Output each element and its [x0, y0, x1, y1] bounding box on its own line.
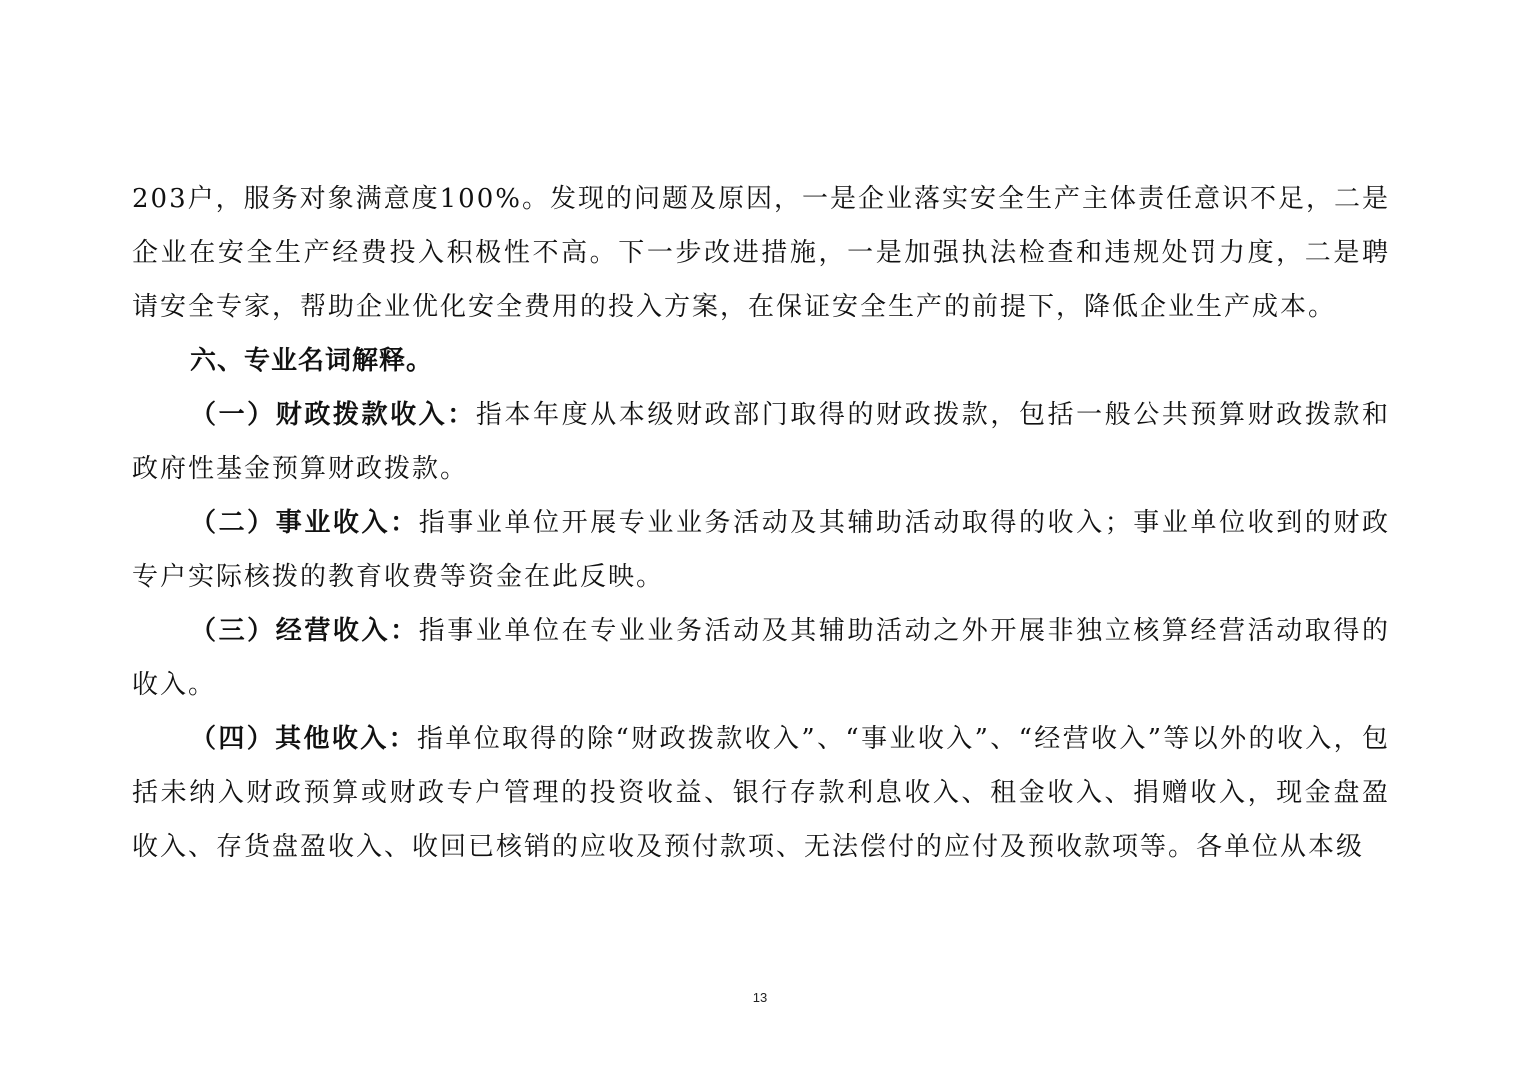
definition-paragraph-3 [132, 604, 1390, 712]
definition-text-3: 指事业单位在专业业务活动及其辅助活动之外开展非独立核算经营活动取得的收入。 [132, 616, 1390, 700]
definition-term-4: （四）其他收入： [190, 724, 417, 754]
document-body [132, 172, 1390, 874]
definition-term-1: （一）财政拨款收入： [190, 400, 476, 430]
definition-text-4: 指单位取得的除“财政拨款收入”、“事业收入”、“经营收入”等以外的收入，包括未纳入财政预算或财政专户管理的投资收益、银行存款利息收入、租金收入、捐赠收入，现金盘盈收入、存货盘盈收入、收回已核销的应收及预付款项、无法偿付的应付及预收款项等。各单位从本级 [132, 724, 1390, 862]
definition-term-2: （二）事业收入： [190, 508, 419, 538]
definition-text-2: 指事业单位开展专业业务活动及其辅助活动取得的收入；事业单位收到的财政专户实际核拨的教育收费等资金在此反映。 [132, 508, 1390, 592]
definition-text-1: 指本年度从本级财政部门取得的财政拨款，包括一般公共预算财政拨款和政府性基金预算财政拨款。 [132, 400, 1390, 484]
definition-paragraph-2 [132, 496, 1390, 604]
page-number: 13 [752, 990, 768, 1005]
section-heading: 六、专业名词解释。 [190, 346, 434, 376]
definition-term-3: （三）经营收入： [190, 616, 419, 646]
definition-paragraph-1 [132, 388, 1390, 496]
definition-paragraph-4 [132, 712, 1390, 874]
continuation-paragraph: 203户，服务对象满意度100%。发现的问题及原因，一是企业落实安全生产主体责任意识不足，二是企业在安全生产经费投入积极性不高。下一步改进措施，一是加强执法检查和违规处罚力度，二是聘请安全专家，帮助企业优化安全费用的投入方案，在保证安全生产的前提下，降低企业生产成本。 [132, 184, 1390, 322]
